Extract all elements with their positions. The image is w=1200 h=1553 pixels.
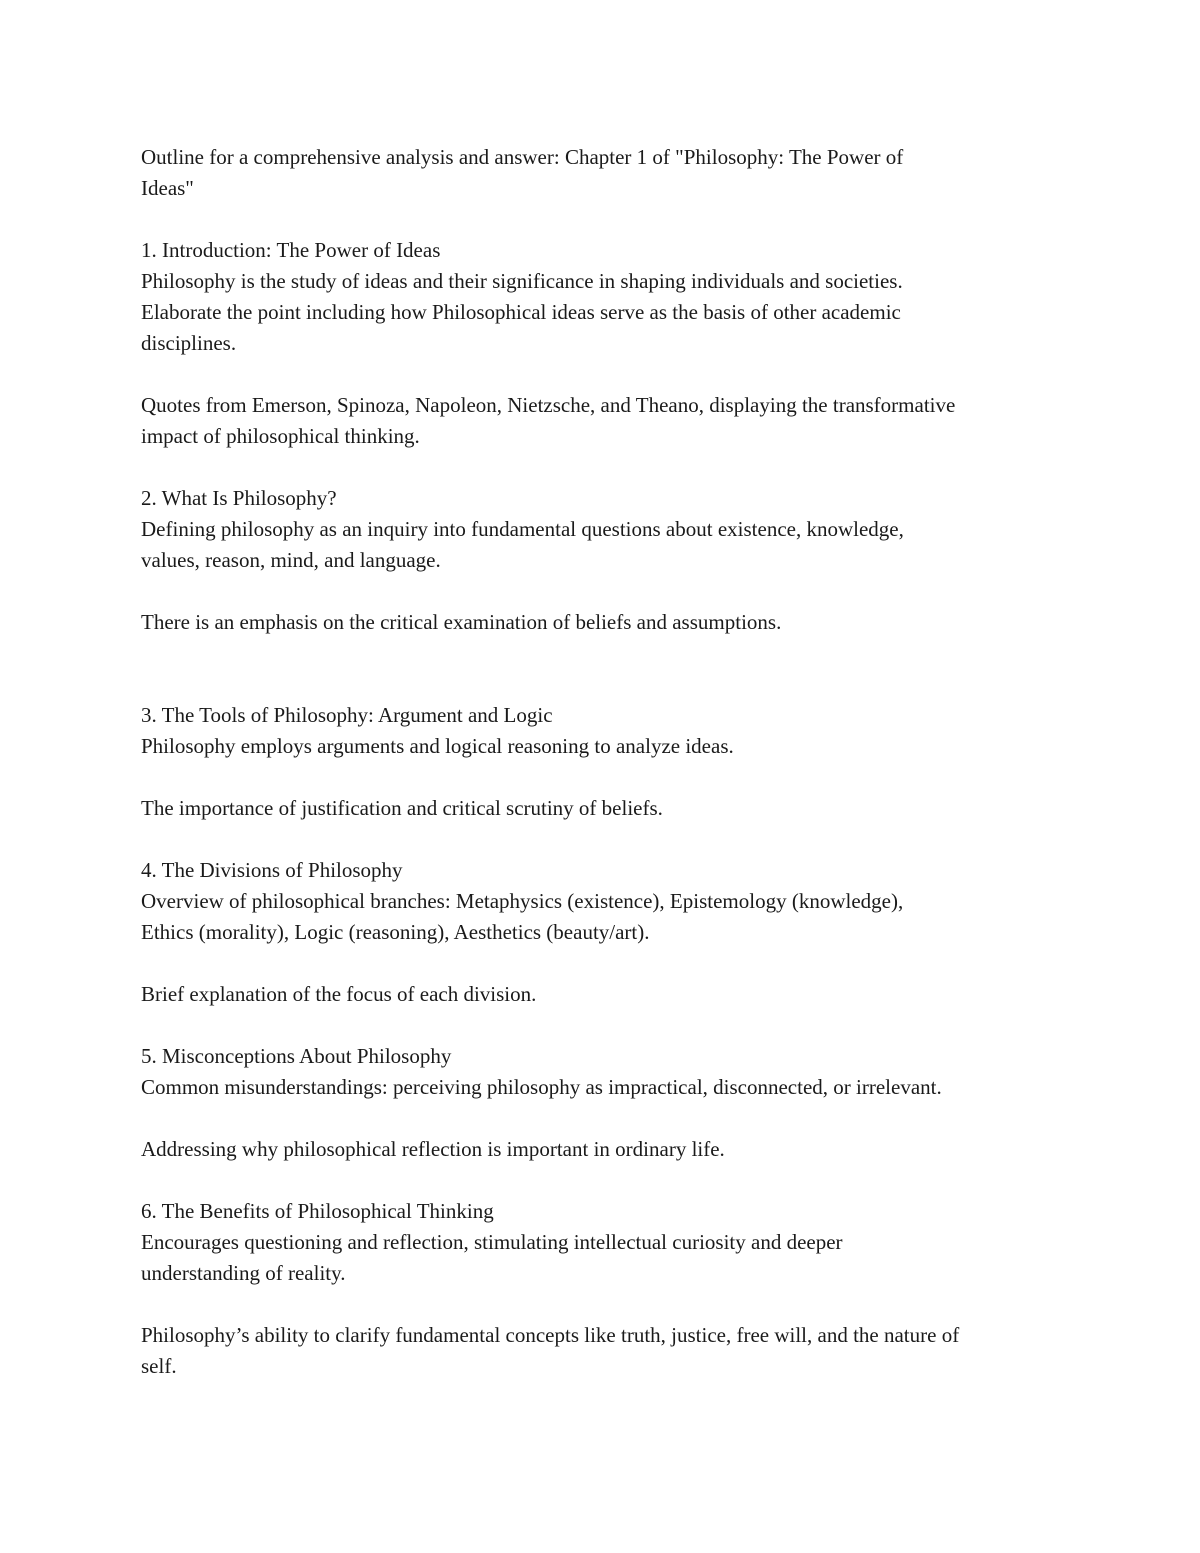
section-1-paragraph-1-line-2: Elaborate the point including how Philosophical ideas serve as the basis of other academic xyxy=(141,300,901,324)
spacer xyxy=(141,1010,1081,1041)
section-4-paragraph-1-line-1: Overview of philosophical branches: Metaphysics (existence), Epistemology (knowledge), xyxy=(141,889,904,913)
spacer xyxy=(141,1103,1081,1134)
section-1-paragraph-1-line-3: disciplines. xyxy=(141,331,237,355)
spacer xyxy=(141,824,1081,855)
spacer xyxy=(141,576,1081,607)
section-1-heading: 1. Introduction: The Power of Ideas xyxy=(141,238,441,262)
section-3-heading: 3. The Tools of Philosophy: Argument and Logic xyxy=(141,703,553,727)
section-6-paragraph-1-line-2: understanding of reality. xyxy=(141,1261,346,1285)
section-2-paragraph-1-line-1: Defining philosophy as an inquiry into fundamental questions about existence, knowledge, xyxy=(141,517,904,541)
spacer xyxy=(141,204,1081,235)
section-5-heading: 5. Misconceptions About Philosophy xyxy=(141,1044,452,1068)
spacer xyxy=(141,1165,1081,1196)
section-1-paragraph-2-line-1: Quotes from Emerson, Spinoza, Napoleon, Nietzsche, and Theano, displaying the transformative xyxy=(141,393,956,417)
section-3-paragraph-2-line-1: The importance of justification and critical scrutiny of beliefs. xyxy=(141,796,663,820)
document-title-line-1: Outline for a comprehensive analysis and answer: Chapter 1 of "Philosophy: The Power of xyxy=(141,145,904,169)
section-2-heading: 2. What Is Philosophy? xyxy=(141,486,337,510)
spacer xyxy=(141,1289,1081,1320)
section-5-paragraph-1-line-1: Common misunderstandings: perceiving philosophy as impractical, disconnected, or irrelevant. xyxy=(141,1075,942,1099)
section-4-paragraph-2-line-1: Brief explanation of the focus of each division. xyxy=(141,982,537,1006)
spacer xyxy=(141,638,1081,669)
section-4-paragraph-1-line-2: Ethics (morality), Logic (reasoning), Aesthetics (beauty/art). xyxy=(141,920,650,944)
section-1-paragraph-1-line-1: Philosophy is the study of ideas and their significance in shaping individuals and societies. xyxy=(141,269,903,293)
section-3-paragraph-1-line-1: Philosophy employs arguments and logical reasoning to analyze ideas. xyxy=(141,734,734,758)
section-6-paragraph-1-line-1: Encourages questioning and reflection, stimulating intellectual curiosity and deeper xyxy=(141,1230,843,1254)
section-6-paragraph-2-line-1: Philosophy’s ability to clarify fundamental concepts like truth, justice, free will, and the nature of xyxy=(141,1323,960,1347)
spacer xyxy=(141,452,1081,483)
spacer xyxy=(141,762,1081,793)
section-2-paragraph-2-line-1: There is an emphasis on the critical examination of beliefs and assumptions. xyxy=(141,610,782,634)
spacer xyxy=(141,669,1081,700)
section-1-paragraph-2-line-2: impact of philosophical thinking. xyxy=(141,424,420,448)
section-4-heading: 4. The Divisions of Philosophy xyxy=(141,858,403,882)
section-6-heading: 6. The Benefits of Philosophical Thinking xyxy=(141,1199,494,1223)
section-2-paragraph-1-line-2: values, reason, mind, and language. xyxy=(141,548,441,572)
section-5-paragraph-2-line-1: Addressing why philosophical reflection is important in ordinary life. xyxy=(141,1137,725,1161)
section-6-paragraph-2-line-2: self. xyxy=(141,1354,177,1378)
spacer xyxy=(141,948,1081,979)
spacer xyxy=(141,359,1081,390)
document-title-line-2: Ideas" xyxy=(141,176,194,200)
document-body xyxy=(141,142,1081,1382)
